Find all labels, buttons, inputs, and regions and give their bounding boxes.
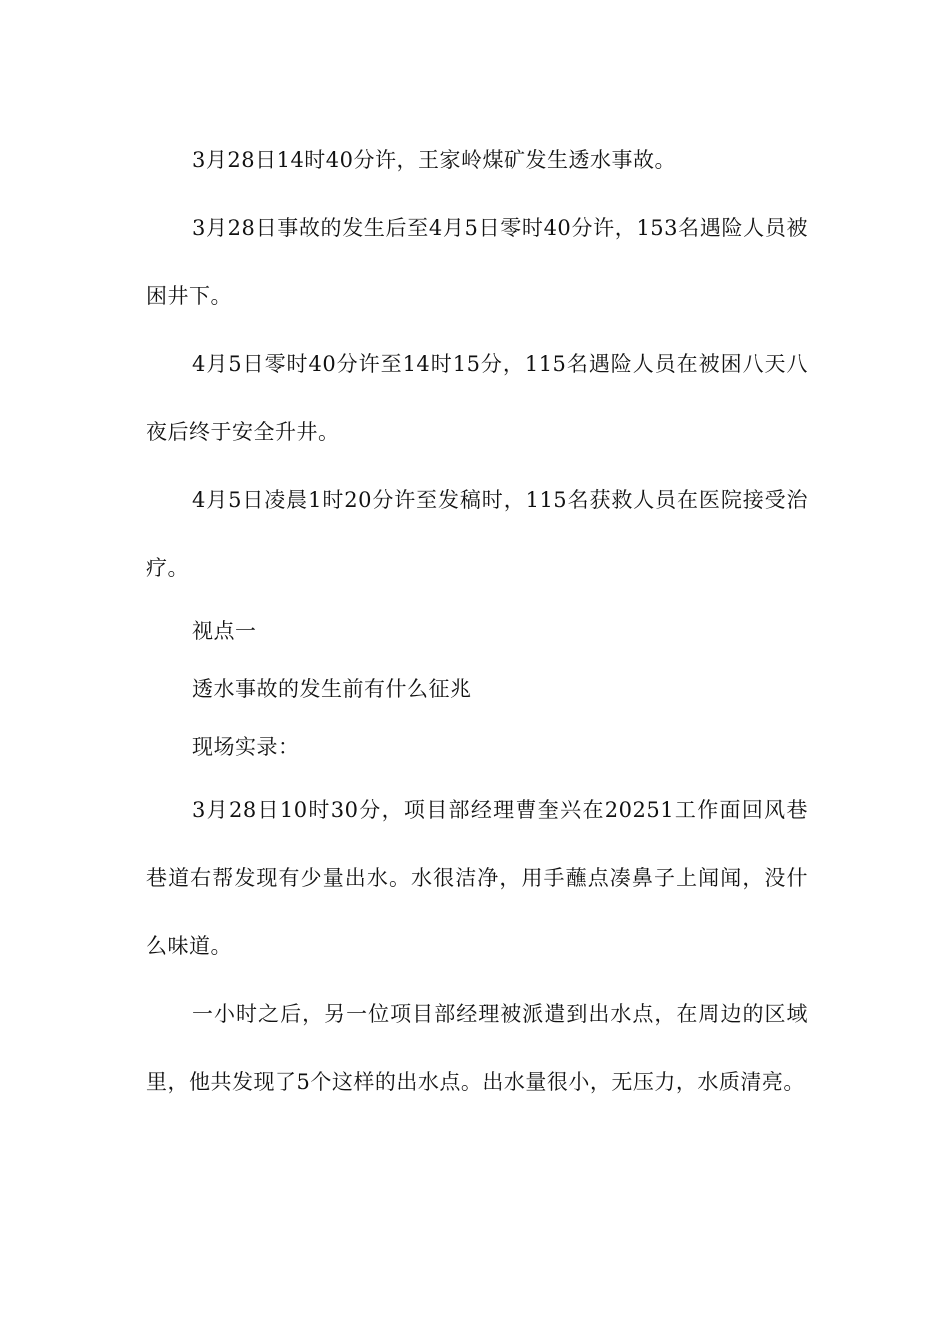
- section-label-onsite-record: 现场实录：: [192, 735, 300, 759]
- paragraph-trapped-period: 3月28日事故的发生后至4月5日零时40分许，153名遇险人员被困井下。: [146, 216, 808, 308]
- paragraph-accident-time: 3月28日14时40分许，王家岭煤矿发生透水事故。: [192, 148, 677, 172]
- paragraph-treatment-period: 4月5日凌晨1时20分许至发稿时，115名获救人员在医院接受治疗。: [146, 488, 808, 580]
- paragraph-more-water-points: 一小时之后，另一位项目部经理被派遣到出水点，在周边的区域里，他共发现了5个这样的出水点。出水量很小，无压力，水质清亮。: [146, 1002, 808, 1094]
- section-heading-viewpoint: 视点一: [192, 619, 257, 643]
- section-subheading-question: 透水事故的发生前有什么征兆: [192, 677, 472, 701]
- paragraph-rescue-period: 4月5日零时40分许至14时15分，115名遇险人员在被困八天八夜后终于安全升井。: [146, 352, 808, 444]
- document-body: [146, 126, 808, 1116]
- paragraph-first-water-discovery: 3月28日10时30分，项目部经理曹奎兴在20251工作面回风巷巷道右帮发现有少量出水。水很洁净，用手蘸点凑鼻子上闻闻，没什么味道。: [146, 798, 808, 958]
